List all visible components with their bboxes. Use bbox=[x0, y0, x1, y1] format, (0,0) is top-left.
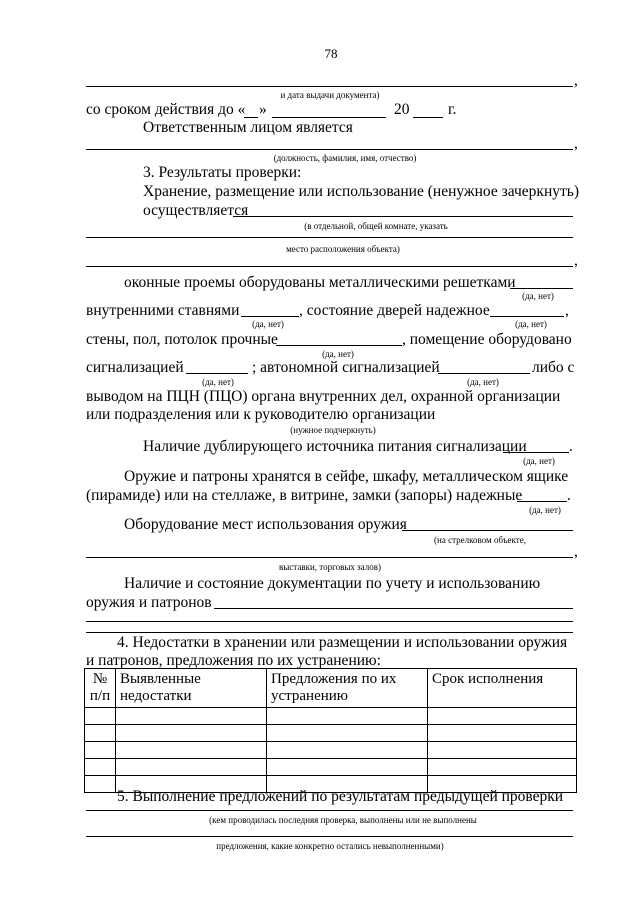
pyramid-line: (пирамиде) или на стеллаже, в витрине, замки (запоры) надежные bbox=[86, 487, 523, 504]
section5-title: 5. Выполнение предложений по результатам предыдущей проверки bbox=[117, 788, 564, 805]
exhibition-caption: выставки, торговых залов) bbox=[279, 562, 381, 572]
table-row[interactable] bbox=[85, 759, 577, 776]
validity-label: со сроком действия до « bbox=[86, 101, 246, 118]
section3-title: 3. Результаты проверки: bbox=[143, 164, 302, 181]
unit-line: или подразделения или к руководителю организации bbox=[86, 406, 436, 423]
room-field[interactable] bbox=[86, 237, 573, 238]
backup-power-caption: (да, нет) bbox=[523, 456, 555, 466]
windows-caption: (да, нет) bbox=[522, 291, 554, 301]
signal-label: сигнализацией bbox=[86, 359, 184, 376]
validity-year-prefix: 20 bbox=[394, 101, 410, 118]
proposals-caption: предложения, какие конкретно остались невыполненными) bbox=[216, 841, 444, 851]
walls-field[interactable] bbox=[276, 345, 402, 346]
comma: , bbox=[574, 135, 578, 152]
comma: , bbox=[574, 543, 578, 560]
header-proposals: Предложения по их устранению bbox=[267, 669, 428, 708]
header-num: № п/п bbox=[85, 669, 116, 708]
walls-caption: (да, нет) bbox=[322, 349, 354, 359]
underline-caption: (нужное подчеркнуть) bbox=[290, 425, 376, 435]
shutters-caption: (да, нет) bbox=[252, 319, 284, 329]
location-caption: место расположения объекта) bbox=[286, 244, 400, 254]
period: . bbox=[567, 487, 571, 504]
responsible-field[interactable] bbox=[86, 149, 573, 150]
backup-power-label: Наличие дублирующего источника питания сигнализации bbox=[143, 438, 527, 455]
comma: , bbox=[574, 252, 578, 269]
premises-label: , помещение оборудовано bbox=[402, 331, 572, 348]
position-caption: (должность, фамилия, имя, отчество) bbox=[273, 153, 417, 163]
deficiencies-table bbox=[84, 668, 577, 793]
windows-field[interactable] bbox=[510, 288, 573, 289]
doors-label: , состояние дверей надежное bbox=[299, 302, 490, 319]
output-line: выводом на ПЦН (ПЦО) органа внутренних дел, охранной организации bbox=[86, 388, 561, 405]
validity-day-field[interactable] bbox=[244, 117, 258, 118]
section4-title-b: и патронов, предложения по их устранению: bbox=[86, 652, 381, 669]
signal-field[interactable] bbox=[186, 373, 248, 374]
responsible-label: Ответственным лицом является bbox=[143, 119, 353, 136]
location-field[interactable] bbox=[86, 266, 573, 267]
autonomous-field[interactable] bbox=[438, 373, 530, 374]
document-line bbox=[86, 86, 573, 87]
section5-field[interactable] bbox=[86, 810, 573, 811]
shutters-label: внутренними ставнями bbox=[86, 302, 240, 319]
locks-caption: (да, нет) bbox=[529, 505, 561, 515]
room-caption: (в отдельной, общей комнате, указать bbox=[304, 221, 448, 231]
performed-label: осуществляется bbox=[143, 202, 249, 219]
header-term: Срок исполнения bbox=[428, 669, 577, 708]
header-found: Выявленные недостатки bbox=[116, 669, 267, 708]
performed-field[interactable] bbox=[233, 216, 573, 217]
issue-date-caption: и дата выдачи документа) bbox=[280, 90, 380, 100]
comma: , bbox=[574, 72, 578, 89]
storage-line: Хранение, размещение или использование (ненужное зачеркнуть) bbox=[143, 183, 579, 200]
equipment-field[interactable] bbox=[402, 530, 573, 531]
period: . bbox=[569, 438, 573, 455]
shutters-field[interactable] bbox=[241, 316, 299, 317]
locks-field[interactable] bbox=[517, 501, 567, 502]
table-row[interactable] bbox=[85, 742, 577, 759]
equipment-label: Оборудование мест использования оружия bbox=[124, 516, 407, 533]
either-label: либо с bbox=[532, 359, 575, 376]
validity-year-field[interactable] bbox=[413, 117, 443, 118]
docs-line-a: Наличие и состояние документации по учету и использованию bbox=[124, 575, 541, 592]
docs-field-2[interactable] bbox=[86, 621, 573, 622]
validity-quote: » bbox=[259, 101, 267, 118]
docs-field[interactable] bbox=[214, 608, 573, 609]
weapons-stored-line: Оружие и патроны хранятся в сейфе, шкафу, металлическом ящике bbox=[124, 468, 569, 485]
table-row[interactable] bbox=[85, 725, 577, 742]
windows-label: оконные проемы оборудованы металлическими решетками bbox=[124, 274, 516, 291]
section5-field-2[interactable] bbox=[86, 836, 573, 837]
page-number: 78 bbox=[324, 46, 338, 61]
autonomous-label: ; автономной сигнализацией bbox=[252, 359, 440, 376]
validity-month-field[interactable] bbox=[272, 117, 386, 118]
backup-power-field[interactable] bbox=[503, 452, 569, 453]
signal-caption: (да, нет) bbox=[202, 377, 234, 387]
doors-caption: (да, нет) bbox=[515, 319, 547, 329]
comma: , bbox=[565, 302, 569, 319]
walls-label: стены, пол, потолок прочные bbox=[86, 331, 278, 348]
table-row[interactable] bbox=[85, 708, 577, 725]
section4-rule bbox=[86, 632, 573, 633]
docs-line-b: оружия и патронов bbox=[86, 594, 212, 611]
doors-field[interactable] bbox=[490, 316, 564, 317]
section4-title-a: 4. Недостатки в хранении или размещении и использовании оружия bbox=[117, 634, 568, 651]
validity-year-suffix: г. bbox=[448, 101, 457, 118]
previous-check-caption: (кем проводилась последняя проверка, выполнены или не выполнены bbox=[209, 815, 477, 825]
exhibition-field[interactable] bbox=[86, 557, 573, 558]
range-caption: (на стрелковом объекте, bbox=[434, 535, 526, 545]
table-header-row bbox=[85, 669, 577, 708]
autonomous-caption: (да, нет) bbox=[467, 377, 499, 387]
